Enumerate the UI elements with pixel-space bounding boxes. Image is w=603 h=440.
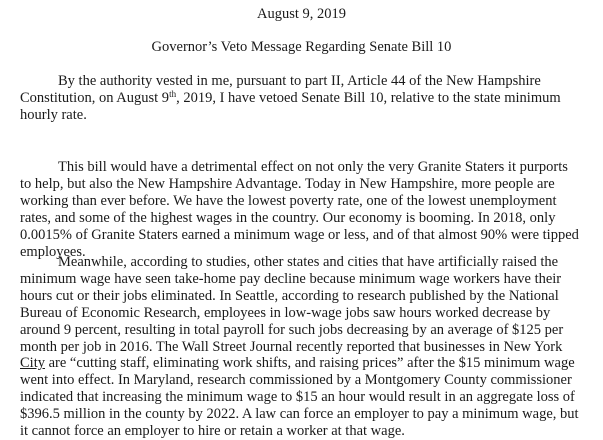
paragraph-line: $396.5 million in the county by 2022. A law can force an employer to pay a minimum wage, but [20, 406, 579, 423]
paragraph-studies [20, 254, 586, 440]
paragraph-line: month per job in 2016. The Wall Street Journal recently reported that businesses in New York [20, 338, 563, 355]
paragraph-line: Constitution, on August 9th, 2019, I have vetoed Senate Bill 10, relative to the state minimum [20, 88, 561, 106]
paragraph-line: working than ever before. We have the lowest poverty rate, one of the lowest unemployment [20, 192, 557, 209]
paragraph-line: City are “cutting staff, eliminating work shifts, and raising prices” after the $15 minimum wage [20, 355, 575, 372]
paragraph-line: to help, but also the New Hampshire Advantage. Today in New Hampshire, more people are [20, 175, 555, 192]
paragraph-line: rates, and some of the highest wages in the country. Our economy is booming. In 2018, only [20, 209, 556, 226]
underlined-word: City [20, 355, 45, 372]
paragraph-line: hours cut or their jobs eliminated. In Seattle, according to research published by the National [20, 287, 559, 304]
ordinal-superscript: th [169, 88, 177, 99]
paragraph-line: around 9 percent, resulting in total payroll for such jobs decreasing by an average of $125 per [20, 321, 564, 338]
document-date: August 9, 2019 [256, 6, 347, 22]
paragraph-authority [20, 73, 586, 124]
paragraph-line: Meanwhile, according to studies, other states and cities that have artificially raised the [58, 254, 559, 270]
paragraph-detrimental-effect [20, 159, 586, 260]
paragraph-line: it cannot force an employer to hire or retain a worker at that wage. [20, 423, 405, 440]
paragraph-line: employees. [20, 243, 86, 260]
paragraph-line: indicated that increasing the minimum wage to $15 an hour would result in an aggregate loss of [20, 389, 575, 406]
paragraph-line: This bill would have a detrimental effect on not only the very Granite Staters it purports [58, 159, 568, 175]
paragraph-line: By the authority vested in me, pursuant to part II, Article 44 of the New Hampshire [58, 73, 541, 89]
paragraph-line: 0.0015% of Granite Staters earned a minimum wage or less, and of that almost 90% were tipped [20, 226, 579, 243]
paragraph-line: minimum wage have seen take-home pay decline because minimum wage workers have their [20, 270, 562, 287]
document-title: Governor’s Veto Message Regarding Senate Bill 10 [151, 39, 452, 55]
paragraph-line: went into effect. In Maryland, research commissioned by a Montgomery County commissioner [20, 372, 572, 389]
paragraph-line: hourly rate. [20, 106, 87, 123]
paragraph-line: Bureau of Economic Research, employees in low-wage jobs saw hours worked decrease by [20, 304, 551, 321]
